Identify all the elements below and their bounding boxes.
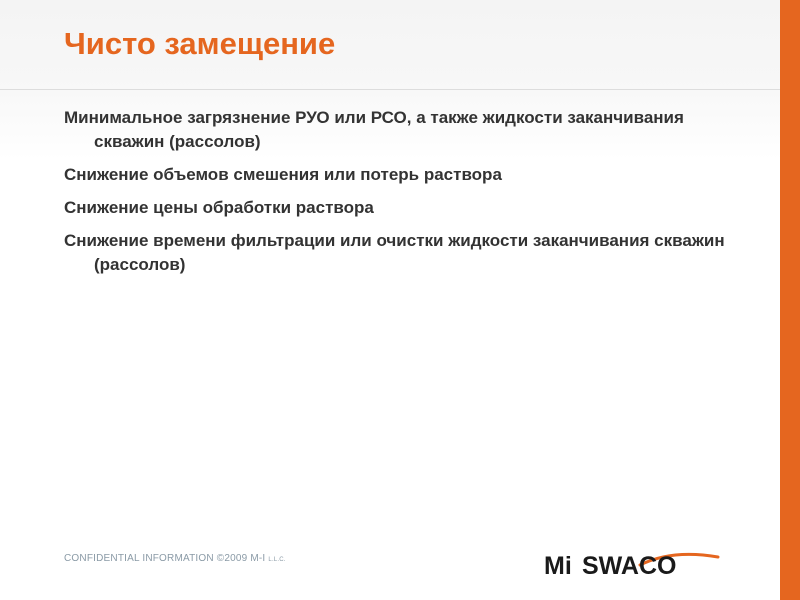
bullet-item: Снижение объемов смешения или потерь раствора bbox=[64, 165, 502, 184]
mi-swaco-logo bbox=[544, 551, 720, 577]
slide-title: Чисто замещение bbox=[64, 26, 336, 61]
bullet-item: Снижение цены обработки раствора bbox=[64, 198, 374, 217]
logo-mi: Mi bbox=[544, 552, 572, 577]
llc-suffix: L.L.C. bbox=[268, 557, 286, 563]
logo-swaco: SWACO bbox=[582, 552, 677, 577]
title-divider bbox=[0, 89, 780, 90]
bullet-list bbox=[64, 106, 754, 286]
confidential-footer bbox=[64, 553, 286, 564]
confidential-text: CONFIDENTIAL INFORMATION ©2009 M-I bbox=[64, 553, 266, 564]
bullet-item: Минимальное загрязнение РУО или РСО, а также жидкости заканчивания скважин (рассолов) bbox=[64, 108, 684, 151]
accent-side-bar bbox=[780, 0, 800, 600]
bullet-item: Снижение времени фильтрации или очистки жидкости заканчивания скважин (рассолов) bbox=[64, 231, 725, 274]
